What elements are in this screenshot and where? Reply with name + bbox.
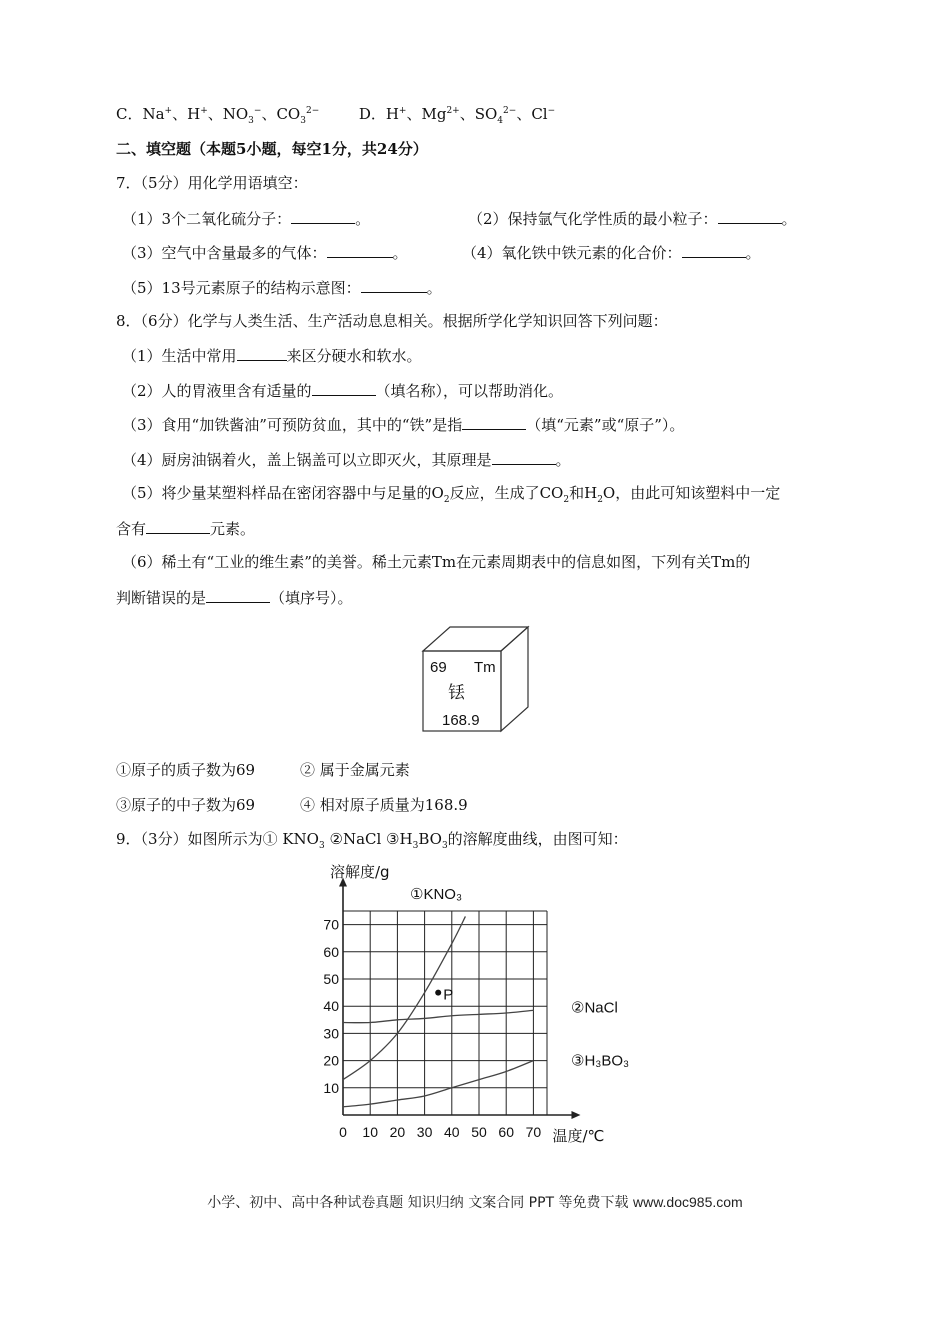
element-name: 铥 bbox=[448, 683, 465, 703]
x-tick-label: 70 bbox=[525, 1124, 542, 1140]
option-4: ④ 相对原子质量为168.9 bbox=[300, 796, 468, 814]
answer-blank[interactable] bbox=[291, 208, 355, 224]
series-h3bo3-label: ③H₃BO₃ bbox=[571, 1052, 630, 1070]
series-nacl-label: ②NaCl bbox=[571, 999, 618, 1017]
x-tick-label: 10 bbox=[362, 1124, 378, 1140]
option-3: ③原子的中子数为69 bbox=[116, 796, 256, 814]
footer-site: www.doc985.com bbox=[632, 1194, 743, 1210]
y-tick-label: 30 bbox=[323, 1025, 339, 1042]
answer-blank[interactable] bbox=[462, 414, 526, 430]
y-tick-label: 50 bbox=[323, 971, 339, 987]
q8-stem: 8．（6分）化学与人类生活、生产活动息息相关。根据所学化学知识回答下列问题： bbox=[116, 312, 668, 330]
option-1: ①原子的质子数为69 bbox=[116, 761, 256, 779]
x-tick-label: 60 bbox=[498, 1124, 514, 1140]
q9-stem: 9．（3分）如图所示为① $KNO_3$ ②NaCl $③H_3BO_3$的溶解度曲线，由图可知： bbox=[116, 830, 628, 851]
x-tick-label: 50 bbox=[471, 1124, 487, 1140]
q8-part2: （2）人的胃液里含有适量的 （填名称），可以帮助消化。 bbox=[122, 382, 564, 400]
q8-part5-cont: 含有 元素。 bbox=[116, 520, 256, 538]
y-tick-label: 60 bbox=[323, 943, 339, 960]
answer-blank[interactable] bbox=[237, 345, 287, 361]
element-symbol: Tm bbox=[474, 659, 496, 676]
solubility-chart bbox=[300, 855, 660, 1155]
option-d: D．H+、$Mg^{2+}$、$SO_4^{2-}$、Cl− bbox=[358, 105, 556, 126]
q7-stem: 7．（5分）用化学用语填空： bbox=[116, 174, 308, 192]
x-axis-arrow bbox=[571, 1111, 580, 1119]
series-h3bo3-line bbox=[343, 1061, 533, 1107]
y-axis-label: 溶解度/g bbox=[330, 863, 390, 881]
section-title: 二、填空题（本题5小题，每空1分，共24分） bbox=[116, 140, 428, 158]
option-2: ② 属于金属元素 bbox=[300, 761, 410, 779]
q8-part4: （4）厨房油锅着火，盖上锅盖可以立即灭火，其原理是 。 bbox=[122, 451, 571, 469]
series-nacl-line bbox=[343, 1010, 533, 1022]
x-tick-label: 20 bbox=[389, 1124, 406, 1140]
y-tick-label: 20 bbox=[323, 1052, 339, 1069]
q7-part3: （3）空气中含量最多的气体： 。 bbox=[122, 244, 408, 262]
option-c-d-line bbox=[116, 104, 555, 124]
point-p-marker bbox=[435, 990, 441, 996]
atomic-number: 69 bbox=[430, 659, 447, 676]
x-axis-label: 温度/℃ bbox=[552, 1127, 605, 1145]
x-tick-label: 40 bbox=[444, 1124, 460, 1140]
option-c: C．Na+、H+、$NO_3^-$、$CO_3^{2-}$ bbox=[116, 105, 320, 126]
q7-part1: （1）3个二氧化硫分子： 。 bbox=[122, 210, 371, 228]
answer-blank[interactable] bbox=[146, 518, 210, 534]
q8-part3: （3）食用“加铁酱油”可预防贫血，其中的“铁”是指 （填“元素”或“原子”）。 bbox=[122, 416, 685, 434]
answer-blank[interactable] bbox=[718, 208, 782, 224]
x-tick-label: 30 bbox=[416, 1124, 433, 1140]
answer-blank[interactable] bbox=[682, 242, 746, 258]
q8-part5: （5）将少量某塑料样品在密闭容器中与足量的$O_2$反应，生成了$CO_2$和$H_2O$，由此可知该塑料中一定 bbox=[122, 484, 781, 505]
element-cube-figure bbox=[418, 624, 534, 736]
q8-part6-cont: 判断错误的是 （填序号）。 bbox=[116, 589, 353, 607]
answer-blank[interactable] bbox=[327, 242, 393, 258]
answer-blank[interactable] bbox=[206, 587, 270, 603]
q8-part6: （6）稀土有“工业的维生素”的美誉。稀土元素Tm在元素周期表中的信息如图，下列有关Tm的 bbox=[122, 553, 751, 571]
x-tick-label: 0 bbox=[339, 1124, 347, 1140]
footer: 小学、初中、高中各种试卷真题 知识归纳 文案合同 PPT 等免费下载 www.doc985.com bbox=[207, 1194, 743, 1211]
answer-blank[interactable] bbox=[492, 449, 556, 465]
q7-part2: （2）保持氩气化学性质的最小粒子： 。 bbox=[468, 210, 797, 228]
q7-part5: （5）13号元素原子的结构示意图： 。 bbox=[122, 279, 442, 297]
answer-blank[interactable] bbox=[361, 277, 427, 293]
y-tick-label: 70 bbox=[323, 916, 339, 933]
y-tick-label: 40 bbox=[323, 998, 339, 1015]
point-p-label: P bbox=[443, 986, 454, 1004]
q8-part1: （1）生活中常用 来区分硬水和软水。 bbox=[122, 347, 422, 365]
series-kno3-label: ①KNO₃ bbox=[410, 886, 463, 903]
q7-part4: （4）氧化铁中铁元素的化合价： 。 bbox=[462, 244, 761, 262]
answer-blank[interactable] bbox=[312, 380, 376, 396]
atomic-mass: 168.9 bbox=[442, 712, 480, 729]
y-tick-label: 10 bbox=[323, 1079, 339, 1096]
